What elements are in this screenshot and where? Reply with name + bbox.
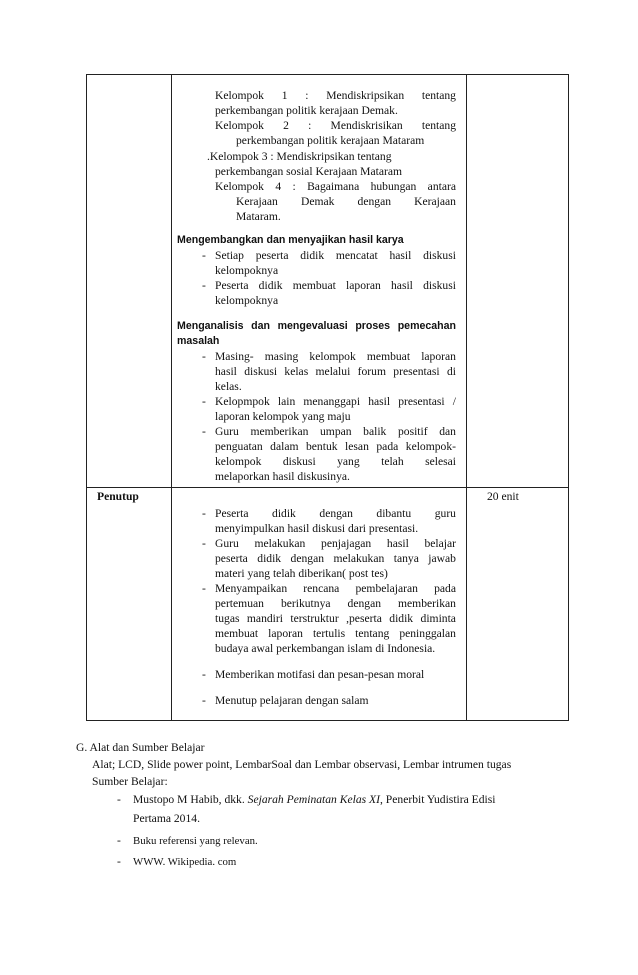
alat-line: Alat; LCD, Slide power point, LembarSoal dan Lembar observasi, Lembar intrumen tugas [92, 758, 512, 771]
bullet-dash: - [202, 668, 206, 681]
table-column-divider-2 [466, 74, 467, 721]
bullet-dash: - [202, 537, 206, 550]
kelompok-4-line-1: Kelompok 4 : Bagaimana hubungan antara [215, 180, 456, 193]
penutup-item-1-line-2: menyimpulkan hasil diskusi dari presentasi. [215, 522, 419, 535]
menganalisis-item-2-line-2: laporan kelompok yang maju [215, 410, 351, 423]
kelompok-4-line-3: Mataram. [236, 210, 281, 223]
penutup-item-5: Menutup pelajaran dengan salam [215, 694, 369, 707]
mengembangkan-item-1-line-1: Setiap peserta didik mencatat hasil diskusi [215, 249, 456, 262]
bullet-dash: - [117, 793, 121, 806]
bullet-dash: - [202, 507, 206, 520]
kelompok-2-line-1: Kelompok 2 : Mendiskrisikan tentang [215, 119, 456, 132]
bullet-dash: - [202, 279, 206, 292]
penutup-item-3-line-1: Menyampaikan rencana pembelajaran pada [215, 582, 456, 595]
kelompok-4-line-2: Kerajaan Demak dengan Kerajaan [236, 195, 456, 208]
penutup-item-2-line-3: materi yang telah diberikan( post tes) [215, 567, 388, 580]
menganalisis-heading-line-2: masalah [177, 335, 220, 347]
menganalisis-item-3-line-2: penguatan dalam bentuk lesan pada kelompok- [215, 440, 456, 453]
sumber-belajar-label: Sumber Belajar: [92, 775, 168, 788]
sumber-item-1-line-1: Mustopo M Habib, dkk. Sejarah Peminatan Kelas XI, Penerbit Yudistira Edisi [133, 793, 496, 806]
table-border-top [86, 74, 569, 75]
kelompok-3-line-2: perkembangan sosial Kerajaan Mataram [215, 165, 403, 178]
penutup-item-3-line-5: budaya awal perkembangan islam di Indonesia. [215, 642, 436, 655]
table-column-divider-1 [171, 74, 172, 721]
mengembangkan-item-2-line-2: kelompoknya [215, 294, 279, 307]
section-g-heading: G. Alat dan Sumber Belajar [76, 741, 205, 754]
bullet-dash: - [202, 694, 206, 707]
penutup-item-3-line-3: tugas mandiri terstruktur ,peserta didik diminta [215, 612, 456, 625]
mengembangkan-item-1-line-2: kelompoknya [215, 264, 279, 277]
penutup-label: Penutup [97, 490, 139, 503]
book-title: Sejarah Peminatan Kelas XI [247, 793, 380, 806]
menganalisis-item-2-line-1: Kelopmpok lain menanggapi hasil presentasi / [215, 395, 456, 408]
kelompok-2-line-2: perkembangan politik kerajaan Mataram [236, 134, 425, 147]
table-border-left [86, 74, 87, 721]
penutup-time: 20 enit [487, 490, 519, 503]
menganalisis-heading-line-1: Menganalisis dan mengevaluasi proses pemecahan [177, 320, 456, 332]
bullet-dash: - [117, 834, 121, 847]
menganalisis-item-1-line-3: kelas. [215, 380, 242, 393]
table-border-right [568, 74, 569, 721]
menganalisis-item-1-line-2: hasil diskusi kelas melalui forum presentasi di [215, 365, 456, 378]
bullet-dash: - [202, 395, 206, 408]
bullet-dash: - [202, 425, 206, 438]
kelompok-1-line-1: Kelompok 1 : Mendiskripsikan tentang [215, 89, 456, 102]
menganalisis-item-3-line-3: kelompok diskusi yang telah selesai [215, 455, 456, 468]
mengembangkan-item-2-line-1: Peserta didik membuat laporan hasil diskusi [215, 279, 456, 292]
menganalisis-item-3-line-1: Guru memberikan umpan balik positif dan [215, 425, 456, 438]
sumber-item-3: WWW. Wikipedia. com [133, 856, 237, 868]
penutup-item-2-line-1: Guru melakukan penjajagan hasil belajar [215, 537, 456, 550]
sumber-item-1-line-2: Pertama 2014. [133, 812, 200, 825]
table-border-bottom [86, 720, 569, 721]
penutup-item-3-line-4: membuat laporan tertulis tentang peninggalan [215, 627, 456, 640]
sumber-item-2: Buku referensi yang relevan. [133, 835, 258, 847]
menganalisis-item-1-line-1: Masing- masing kelompok membuat laporan [215, 350, 456, 363]
bullet-dash: - [117, 855, 121, 868]
penutup-item-4: Memberikan motifasi dan pesan-pesan moral [215, 668, 425, 681]
menganalisis-item-3-line-4: melaporkan hasil diskusinya. [215, 470, 350, 483]
mengembangkan-heading: Mengembangkan dan menyajikan hasil karya [177, 234, 404, 246]
bullet-dash: - [202, 350, 206, 363]
bullet-dash: - [202, 582, 206, 595]
penutup-item-1-line-1: Peserta didik dengan dibantu guru [215, 507, 456, 520]
table-row-divider [86, 487, 569, 488]
penutup-item-3-line-2: pertemuan berikutnya dengan memberikan [215, 597, 456, 610]
penutup-item-2-line-2: peserta didik dengan melakukan tanya jawab [215, 552, 456, 565]
kelompok-3-line-1: .Kelompok 3 : Mendiskripsikan tentang [207, 150, 392, 163]
kelompok-1-line-2: perkembangan politik kerajaan Demak. [215, 104, 398, 117]
bullet-dash: - [202, 249, 206, 262]
